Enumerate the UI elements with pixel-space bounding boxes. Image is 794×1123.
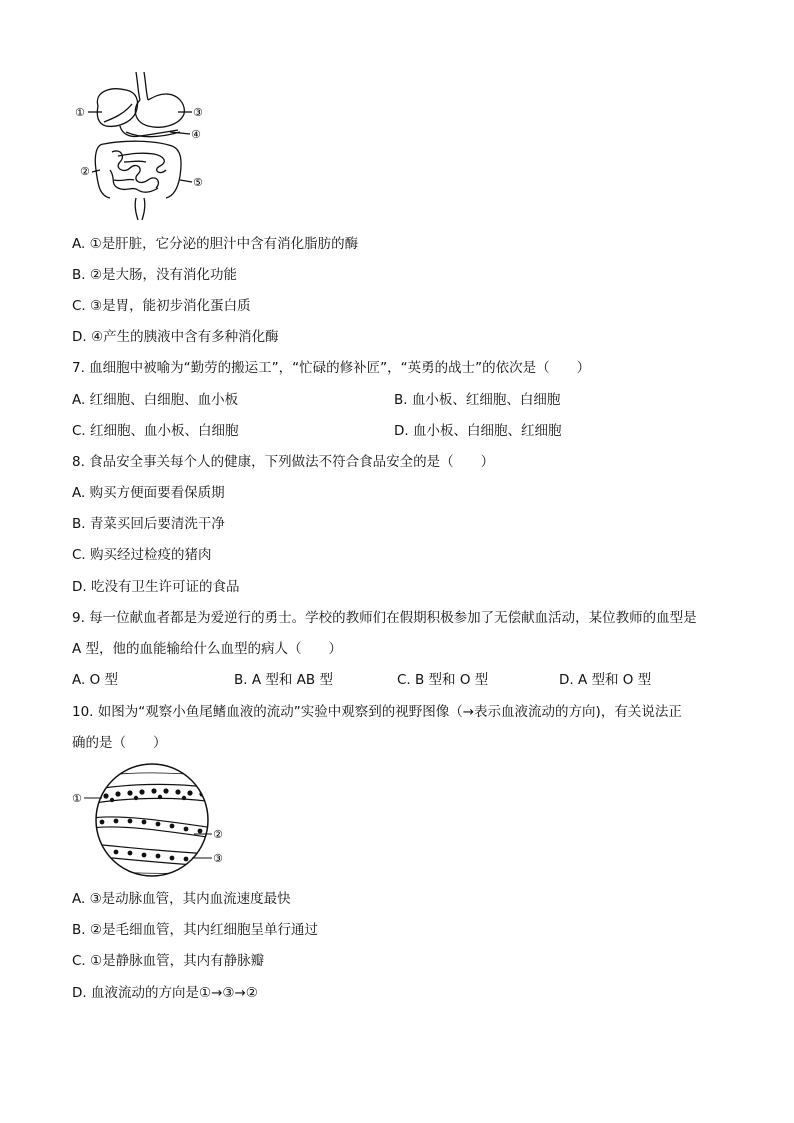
q8-stem: 8. 食品安全事关每个人的健康，下列做法不符合食品安全的是（ ） <box>72 454 495 470</box>
q7-stem: 7. 血细胞中被喻为“勤劳的搬运工”，“忙碌的修补匠”，“英勇的战士”的依次是（ ） <box>72 360 591 376</box>
q9-option-a: A. O 型 <box>72 672 118 688</box>
q6-option-c: C. ③是胃，能初步消化蛋白质 <box>72 298 251 314</box>
figure-label-3: ③ <box>213 852 223 865</box>
q6-option-a: A. ①是肝脏，它分泌的胆汁中含有消化脂肪的酶 <box>72 236 359 252</box>
q9-option-b: B. A 型和 AB 型 <box>234 672 333 688</box>
q7-option-b: B. 血小板、红细胞、白细胞 <box>394 392 561 408</box>
figure-label-1: ① <box>72 792 82 805</box>
figure-label-3: ③ <box>193 106 203 119</box>
q9-stem-line2: A 型，他的血能输给什么血型的病人（ ） <box>72 641 343 657</box>
q6-option-d: D. ④产生的胰液中含有多种消化酶 <box>72 329 279 345</box>
q9-stem-line1: 9. 每一位献血者都是为爱逆行的勇士。学校的教师们在假期积极参加了无偿献血活动，某位教师的血型是 <box>72 610 697 626</box>
figure-label-5: ⑤ <box>193 176 203 189</box>
q8-option-b: B. 青菜买回后要清洗干净 <box>72 516 225 532</box>
q9-option-c: C. B 型和 O 型 <box>397 672 489 688</box>
digestive-system-figure <box>74 70 210 222</box>
q9-option-d: D. A 型和 O 型 <box>559 672 652 688</box>
q7-option-c: C. 红细胞、血小板、白细胞 <box>72 423 239 439</box>
figure-label-1-left: ① <box>75 106 85 119</box>
q8-option-c: C. 购买经过检疫的猪肉 <box>72 547 212 563</box>
q7-option-a: A. 红细胞、白细胞、血小板 <box>72 392 239 408</box>
q8-option-d: D. 吃没有卫生许可证的食品 <box>72 579 240 595</box>
q10-option-a: A. ③是动脉血管，其内血流速度最快 <box>72 891 291 907</box>
figure-label-2: ② <box>213 828 223 841</box>
q10-option-b: B. ②是毛细血管，其内红细胞呈单行通过 <box>72 922 318 938</box>
figure-label-4: ④ <box>191 128 201 141</box>
q10-option-d: D. 血液流动的方向是①→③→② <box>72 985 258 1001</box>
q10-stem-line1: 10. 如图为“观察小鱼尾鳍血液的流动”实验中观察到的视野图像（→表示血液流动的方向)，有关说法正 <box>72 704 682 720</box>
figure-label-2: ② <box>80 165 90 178</box>
q10-option-c: C. ①是静脉血管，其内有静脉瓣 <box>72 953 265 969</box>
q6-option-b: B. ②是大肠，没有消化功能 <box>72 267 237 283</box>
q8-option-a: A. 购买方便面要看保质期 <box>72 485 225 501</box>
q10-stem-line2: 确的是（ ） <box>72 735 167 751</box>
q7-option-d: D. 血小板、白细胞、红细胞 <box>394 423 562 439</box>
fish-tail-bloodflow-figure <box>72 762 232 880</box>
